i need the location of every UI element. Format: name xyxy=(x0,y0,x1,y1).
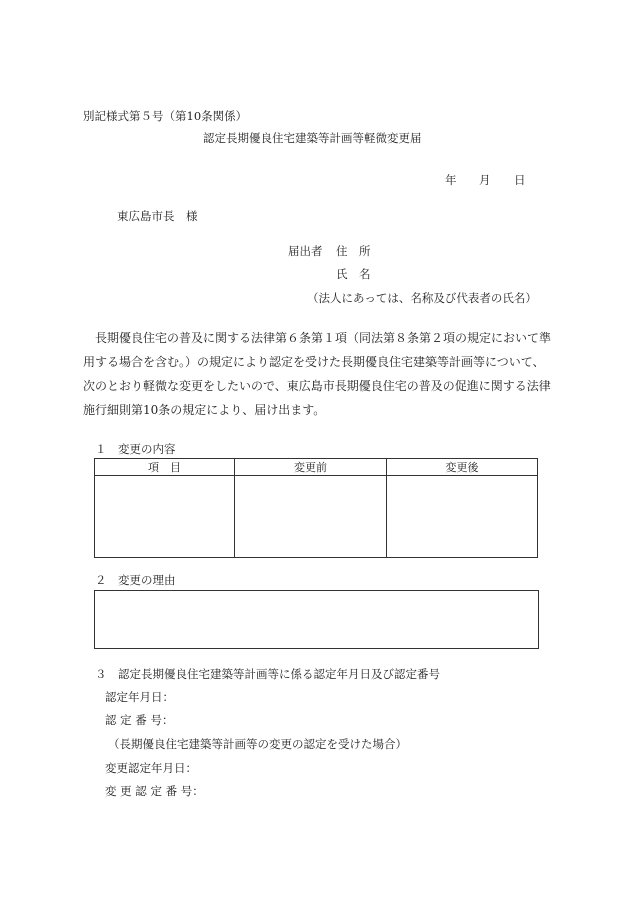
item-cell[interactable] xyxy=(95,476,235,558)
change-reason-box[interactable] xyxy=(94,590,539,649)
name-label: 氏 名 xyxy=(336,267,371,281)
change-cert-number-label: 変 更 認 定 番 号： xyxy=(105,784,204,798)
body-line: 長期優良住宅の普及に関する法律第６条第１項（同法第８条第２項の規定において準 xyxy=(83,331,552,345)
body-line: 用する場合を含む。）の規定により認定を受けた長期優良住宅建築等計画等について、 xyxy=(83,355,545,369)
change-cert-note: （長期優良住宅建築等計画等の変更の認定を受けた場合） xyxy=(108,737,407,751)
date-year-label: 年 xyxy=(445,173,457,187)
document-title: 認定長期優良住宅建築等計画等軽微変更届 xyxy=(203,131,422,145)
column-header-item: 項 目 xyxy=(95,459,235,476)
section2-heading: ２ 変更の理由 xyxy=(95,573,176,587)
date-month-label: 月 xyxy=(479,173,491,187)
section1-heading: １ 変更の内容 xyxy=(95,442,176,456)
column-header-before: 変更前 xyxy=(235,459,387,476)
cert-number-label: 認 定 番 号： xyxy=(105,713,174,727)
change-cert-date-label: 変更認定年月日： xyxy=(105,761,197,775)
addressee: 東広島市長 様 xyxy=(117,209,198,223)
cert-date-label: 認定年月日： xyxy=(105,690,174,704)
after-cell[interactable] xyxy=(387,476,538,558)
corporation-note: （法人にあっては、名称及び代表者の氏名） xyxy=(307,291,537,305)
body-line: 施行細則第10条の規定により、届け出ます。 xyxy=(83,403,326,417)
section3-heading: ３ 認定長期優良住宅建築等計画等に係る認定年月日及び認定番号 xyxy=(95,667,440,681)
form-number: 別記様式第５号（第10条関係） xyxy=(83,109,248,123)
body-paragraph xyxy=(83,326,553,422)
column-header-after: 変更後 xyxy=(387,459,538,476)
before-cell[interactable] xyxy=(235,476,387,558)
body-line: 次のとおり軽微な変更をしたいので、東広島市長期優良住宅の普及の促進に関する法律 xyxy=(83,379,551,393)
address-label: 住 所 xyxy=(336,244,371,258)
applicant-label: 届出者 xyxy=(288,244,323,258)
date-day-label: 日 xyxy=(514,173,526,187)
change-content-table xyxy=(94,458,538,558)
